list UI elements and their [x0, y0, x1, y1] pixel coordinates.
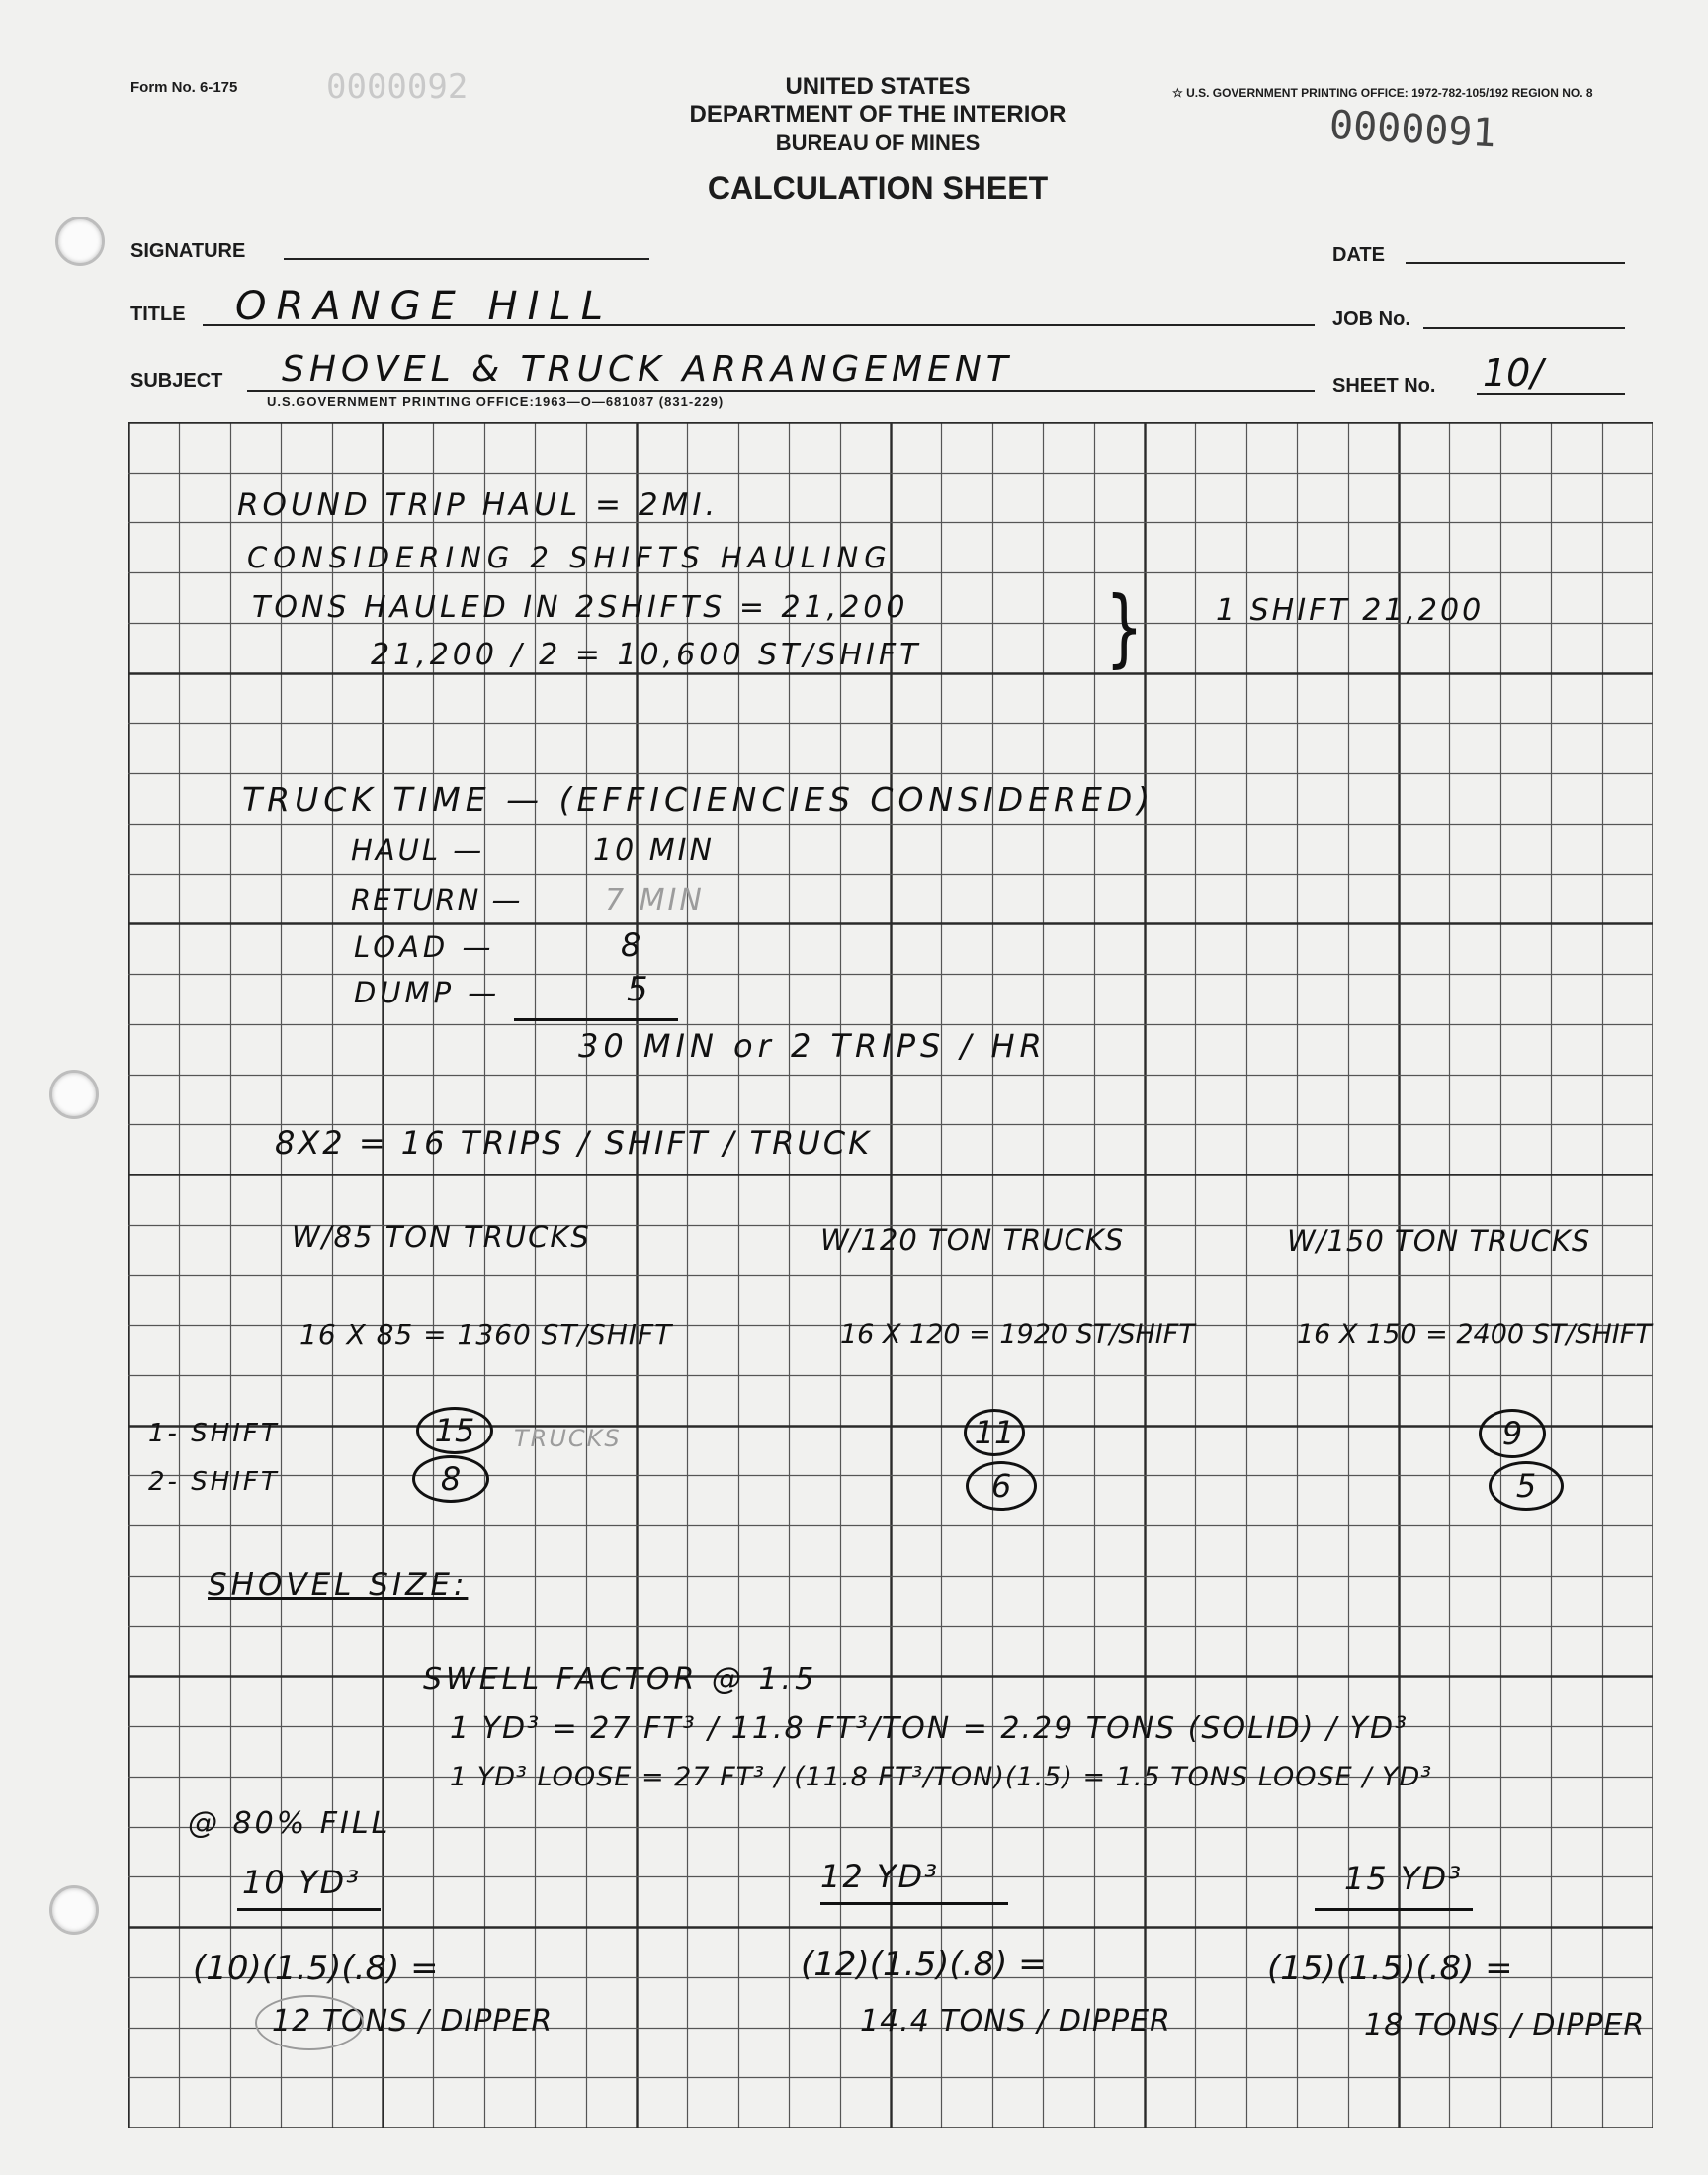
- sheet-no-label: SHEET No.: [1332, 375, 1436, 396]
- agency-line-1: UNITED STATES: [785, 73, 971, 100]
- truck-option-120: W/120 TON TRUCKS: [820, 1223, 1125, 1257]
- subject-label: SUBJECT: [130, 370, 223, 392]
- punch-hole-bottom: [49, 1885, 99, 1935]
- title-label: TITLE: [130, 304, 186, 325]
- truck-option-150: W/150 TON TRUCKS: [1287, 1224, 1591, 1258]
- subject-line: [247, 390, 1315, 392]
- yd-solid: 1 YD³ = 27 FT³ / 11.8 FT³/TON = 2.29 TONS (SOLID) / YD³: [450, 1711, 1409, 1746]
- punch-hole-middle: [49, 1070, 99, 1119]
- note-truck-time: TRUCK TIME — (EFFICIENCIES CONSIDERED): [242, 780, 1155, 819]
- dipper-calc-12: (12)(1.5)(.8) =: [801, 1945, 1047, 1984]
- count-85-shift-2: 8: [412, 1455, 489, 1503]
- agency-line-2: DEPARTMENT OF THE INTERIOR: [689, 101, 1067, 128]
- dipper-size-12-underline: [820, 1902, 1008, 1905]
- subject-value: SHOVEL & TRUCK ARRANGEMENT: [282, 349, 1013, 390]
- ghost-stamp-number: 0000092: [326, 67, 469, 107]
- capacity-120: 16 X 120 = 1920 ST/SHIFT: [840, 1319, 1195, 1349]
- count-85-shift-1: 15: [416, 1407, 493, 1454]
- dipper-size-12: 12 YD³: [820, 1858, 939, 1895]
- shovel-size-heading: SHOVEL SIZE:: [208, 1567, 469, 1603]
- dipper-size-10: 10 YD³: [242, 1864, 361, 1901]
- dipper-size-15-underline: [1315, 1908, 1473, 1911]
- note-haul: ROUND TRIP HAUL = 2MI.: [237, 487, 720, 523]
- time-sum-line: [514, 1018, 678, 1021]
- date-line: [1406, 262, 1625, 264]
- time-row-return-value: 7 MIN: [605, 883, 705, 917]
- date-label: DATE: [1332, 244, 1385, 266]
- note-total: 30 MIN or 2 TRIPS / HR: [578, 1027, 1047, 1065]
- dipper-calc-15: (15)(1.5)(.8) =: [1267, 1949, 1513, 1988]
- dipper-size-15: 15 YD³: [1344, 1860, 1463, 1897]
- count-120-shift-2: 6: [966, 1461, 1037, 1511]
- signature-line: [284, 258, 649, 260]
- time-row-dump-value: 5: [627, 970, 648, 1009]
- truck-option-85: W/85 TON TRUCKS: [292, 1220, 591, 1254]
- note-brace: }: [1105, 578, 1144, 677]
- note-considering: CONSIDERING 2 SHIFTS HAULING: [247, 541, 893, 574]
- time-row-return-label: RETURN —: [351, 883, 523, 916]
- form-number: Form No. 6-175: [130, 79, 238, 96]
- gpo-bottom-line: U.S.GOVERNMENT PRINTING OFFICE:1963—O—681087 (831-229): [267, 394, 725, 409]
- shift-label-1: 1- SHIFT: [148, 1419, 280, 1448]
- signature-label: SIGNATURE: [130, 240, 246, 262]
- time-row-load-value: 8: [621, 926, 641, 964]
- note-one-shift: 1 SHIFT 21,200: [1216, 593, 1485, 628]
- count-150-shift-1: 9: [1479, 1409, 1546, 1458]
- count-150-shift-2: 5: [1489, 1461, 1564, 1511]
- capacity-85: 16 X 85 = 1360 ST/SHIFT: [299, 1318, 673, 1350]
- time-row-load-label: LOAD —: [354, 930, 495, 964]
- swell-factor: SWELL FACTOR @ 1.5: [423, 1662, 818, 1696]
- count-120-shift-1: 11: [964, 1409, 1025, 1456]
- dipper-result-12: 14.4 TONS / DIPPER: [860, 2004, 1171, 2039]
- note-trips: 8X2 = 16 TRIPS / SHIFT / TRUCK: [275, 1124, 873, 1162]
- time-row-dump-label: DUMP —: [354, 976, 501, 1009]
- sheet-no-value: 10/: [1483, 351, 1544, 394]
- gpo-top-line: ☆ U.S. GOVERNMENT PRINTING OFFICE: 1972-782-105/192 REGION NO. 8: [1172, 86, 1593, 100]
- note-per-shift: 21,200 / 2 = 10,600 ST/SHIFT: [371, 638, 922, 672]
- capacity-150: 16 X 150 = 2400 ST/SHIFT: [1297, 1319, 1652, 1349]
- job-label: JOB No.: [1332, 308, 1410, 330]
- job-line: [1423, 327, 1625, 329]
- agency-line-3: BUREAU OF MINES: [775, 130, 981, 155]
- dipper-result-10: 12 TONS / DIPPER: [272, 2004, 554, 2039]
- title-value: ORANGE HILL: [235, 284, 613, 329]
- time-row-haul-label: HAUL —: [351, 833, 485, 867]
- note-tons-hauled: TONS HAULED IN 2SHIFTS = 21,200: [252, 590, 909, 625]
- dipper-result-10-circle: [255, 1995, 364, 2050]
- dipper-result-15: 18 TONS / DIPPER: [1364, 2008, 1646, 2043]
- sheet-title: CALCULATION SHEET: [707, 170, 1049, 206]
- dipper-size-10-underline: [237, 1908, 381, 1911]
- trucks-word: TRUCKS: [514, 1425, 622, 1452]
- agency-heading: [581, 73, 1174, 207]
- shift-label-2: 2- SHIFT: [148, 1467, 280, 1497]
- punch-hole-top: [55, 217, 105, 266]
- time-row-haul-value: 10 MIN: [593, 833, 715, 868]
- dipper-calc-10: (10)(1.5)(.8) =: [193, 1949, 439, 1988]
- fill-note: @ 80% FILL: [188, 1806, 391, 1841]
- stamp-number: 0000091: [1327, 102, 1497, 157]
- yd-loose: 1 YD³ LOOSE = 27 FT³ / (11.8 FT³/TON)(1.5) = 1.5 TONS LOOSE / YD³: [450, 1762, 1433, 1792]
